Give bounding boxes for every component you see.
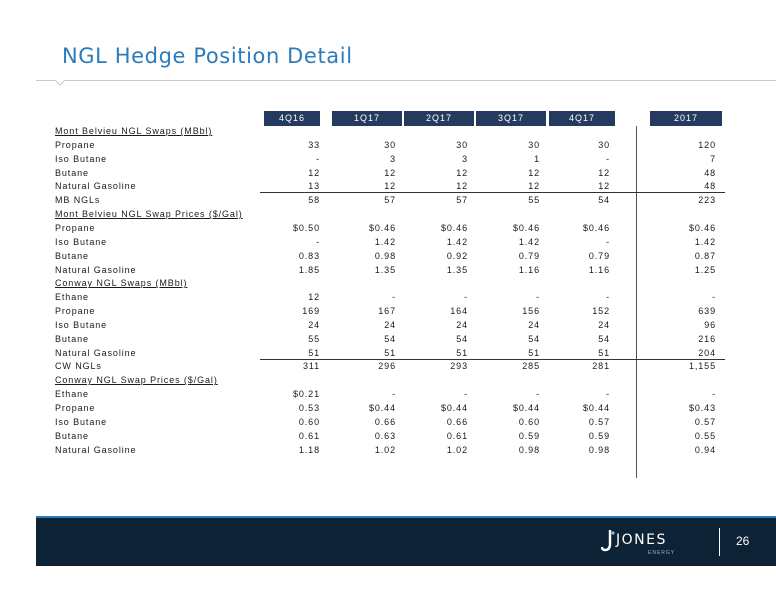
table-cell: 0.55 [694, 430, 716, 441]
table-cell: 216 [698, 333, 716, 344]
table-cell: 311 [302, 361, 320, 372]
table-cell: 152 [592, 306, 610, 317]
table-cell: - [316, 153, 320, 164]
table-cell: 156 [522, 306, 540, 317]
table-cell: 54 [528, 333, 540, 344]
table-cell: - [536, 389, 540, 400]
table-cell: 1.16 [588, 264, 610, 275]
table-cell: 0.79 [588, 250, 610, 261]
table-row [55, 429, 725, 443]
table-cell: 3 [390, 153, 396, 164]
section-header-row [55, 124, 725, 138]
row-label: MB NGLs [55, 195, 101, 206]
table-cell: 24 [528, 319, 540, 330]
row-label: Iso Butane [55, 153, 108, 164]
table-cell: - [316, 236, 320, 247]
table-cell: 0.59 [588, 430, 610, 441]
table-cell: $0.46 [582, 222, 610, 233]
table-cell: 0.61 [298, 430, 320, 441]
table-cell: 639 [698, 306, 716, 317]
table-cell: 0.61 [446, 430, 468, 441]
row-label: Ethane [55, 292, 89, 303]
table-cell: $0.43 [688, 403, 716, 413]
table-cell: 1.35 [374, 264, 396, 275]
table-row [55, 166, 725, 180]
table-cell: 0.87 [694, 250, 716, 261]
table-cell: 24 [384, 319, 396, 330]
table-row [55, 359, 725, 373]
table-cell: 51 [598, 347, 610, 358]
table-cell: 1.25 [694, 264, 716, 275]
table-cell: 0.60 [298, 416, 320, 427]
table-cell: 0.94 [694, 444, 716, 455]
table-row [55, 346, 725, 360]
table-cell: 1.18 [298, 444, 320, 455]
row-label: Butane [55, 430, 89, 441]
table-cell: $0.46 [440, 222, 468, 233]
table-cell: 7 [710, 153, 716, 164]
column-header: 2017 [650, 111, 722, 126]
table-cell: $0.44 [440, 403, 468, 413]
table-cell: $0.46 [688, 222, 716, 233]
table-row [55, 304, 725, 318]
row-label: Butane [55, 167, 89, 178]
page-number: 26 [736, 534, 750, 548]
table-cell: - [536, 292, 540, 303]
jones-logo-icon [601, 528, 617, 559]
table-cell: 55 [528, 195, 540, 206]
table-cell: 1.16 [518, 264, 540, 275]
table-cell: 296 [378, 361, 396, 372]
table-cell: 285 [522, 361, 540, 372]
section-title: Mont Belvieu NGL Swap Prices ($/Gal) [55, 209, 243, 220]
column-header: 3Q17 [476, 111, 546, 126]
row-label: Iso Butane [55, 236, 108, 247]
divider-notch [55, 80, 65, 86]
table-cell: - [392, 292, 396, 303]
table-cell: 169 [302, 306, 320, 317]
table-cell: 0.98 [518, 444, 540, 455]
row-label: Butane [55, 250, 89, 261]
table-cell: $0.44 [368, 403, 396, 413]
row-label: Butane [55, 333, 89, 344]
section-title: Mont Belvieu NGL Swaps (MBbl) [55, 126, 213, 136]
logo-text: JONES [616, 532, 667, 548]
table-cell: 12 [456, 181, 468, 192]
table-row [55, 138, 725, 152]
table-cell: - [392, 389, 396, 400]
table-cell: 24 [308, 319, 320, 330]
table-cell: - [712, 389, 716, 400]
table-cell: 204 [698, 347, 716, 358]
table-cell: 54 [598, 333, 610, 344]
table-row [55, 235, 725, 249]
column-header: 4Q16 [264, 111, 320, 126]
table-row [55, 415, 725, 429]
table-row [55, 263, 725, 277]
table-row [55, 193, 725, 207]
table-cell: 51 [308, 347, 320, 358]
table-cell: 1 [534, 153, 540, 164]
table-cell: - [464, 389, 468, 400]
row-label: Iso Butane [55, 416, 108, 427]
table-cell: 0.98 [588, 444, 610, 455]
table-cell: $0.44 [512, 403, 540, 413]
table-cell: 120 [698, 139, 716, 150]
table-cell: 58 [308, 195, 320, 206]
table-cell: 281 [592, 361, 610, 372]
table-cell: 12 [528, 167, 540, 178]
table-cell: 0.92 [446, 250, 468, 261]
table-cell: 0.53 [298, 403, 320, 413]
row-label: Ethane [55, 389, 89, 400]
table-cell: 223 [698, 195, 716, 206]
table-cell: 30 [528, 139, 540, 150]
section-title: Conway NGL Swap Prices ($/Gal) [55, 375, 218, 386]
table-row [55, 443, 725, 457]
table-cell: 54 [384, 333, 396, 344]
section-header-row [55, 373, 725, 387]
table-cell: 12 [308, 292, 320, 303]
row-label: Iso Butane [55, 319, 108, 330]
table-cell: 12 [528, 181, 540, 192]
table-cell: 12 [598, 167, 610, 178]
table-cell: - [712, 292, 716, 303]
table-cell: 0.83 [298, 250, 320, 261]
row-label: Natural Gasoline [55, 347, 137, 358]
table-cell: 54 [456, 333, 468, 344]
table-cell: 30 [384, 139, 396, 150]
table-row [55, 290, 725, 304]
table-cell: 33 [308, 139, 320, 150]
table-cell: 55 [308, 333, 320, 344]
table-cell: 13 [308, 181, 320, 192]
table-cell: 1.42 [518, 236, 540, 247]
column-header: 1Q17 [332, 111, 402, 126]
table-cell: - [606, 292, 610, 303]
row-label: Natural Gasoline [55, 444, 137, 455]
section-header-row [55, 276, 725, 290]
table-cell: 54 [598, 195, 610, 206]
table-cell: 1.42 [446, 236, 468, 247]
table-cell: $0.44 [582, 403, 610, 413]
row-label: Natural Gasoline [55, 181, 137, 192]
row-label: Propane [55, 306, 96, 317]
row-label: CW NGLs [55, 361, 102, 372]
table-cell: 48 [704, 181, 716, 192]
column-header: 2Q17 [404, 111, 474, 126]
row-label: Propane [55, 222, 96, 233]
table-cell: 167 [378, 306, 396, 317]
table-cell: 12 [598, 181, 610, 192]
table-cell: 51 [456, 347, 468, 358]
table-cell: 0.66 [446, 416, 468, 427]
table-cell: 1.02 [374, 444, 396, 455]
table-cell: - [606, 389, 610, 400]
page-title: NGL Hedge Position Detail [62, 44, 353, 68]
table-row [55, 249, 725, 263]
footer-separator [719, 528, 720, 556]
table-cell: - [606, 236, 610, 247]
table-cell: 1.42 [694, 236, 716, 247]
table-cell: 24 [456, 319, 468, 330]
footer-bar [36, 516, 776, 566]
table-row [55, 401, 725, 415]
table-cell: 0.57 [694, 416, 716, 427]
table-row [55, 179, 725, 193]
table-cell: 293 [450, 361, 468, 372]
table-cell: 0.63 [374, 430, 396, 441]
table-row [55, 152, 725, 166]
table-cell: 12 [384, 167, 396, 178]
logo-subtext: ENERGY [648, 550, 676, 556]
column-header: 4Q17 [549, 111, 615, 126]
table-cell: 24 [598, 319, 610, 330]
table-cell: 57 [456, 195, 468, 206]
table-cell: $0.46 [368, 222, 396, 233]
table-cell: 0.60 [518, 416, 540, 427]
table-cell: 96 [704, 319, 716, 330]
table-cell: 51 [384, 347, 396, 358]
table-row [55, 387, 725, 401]
table-cell: 12 [308, 167, 320, 178]
table-cell: 0.57 [588, 416, 610, 427]
table-cell: 1.42 [374, 236, 396, 247]
table-cell: $0.50 [292, 222, 320, 233]
table-cell: 48 [704, 167, 716, 178]
table-cell: - [606, 153, 610, 164]
table-cell: 30 [598, 139, 610, 150]
table-cell: 1,155 [688, 361, 716, 372]
table-cell: 1.35 [446, 264, 468, 275]
section-title: Conway NGL Swaps (MBbl) [55, 278, 188, 289]
table-cell: $0.46 [512, 222, 540, 233]
table-cell: 0.66 [374, 416, 396, 427]
title-divider [36, 80, 776, 81]
row-label: Propane [55, 403, 96, 413]
table-row [55, 332, 725, 346]
row-label: Natural Gasoline [55, 264, 137, 275]
table-cell: $0.21 [292, 389, 320, 400]
table-cell: 1.85 [298, 264, 320, 275]
table-cell: 57 [384, 195, 396, 206]
table-cell: 51 [528, 347, 540, 358]
row-label: Propane [55, 139, 96, 150]
table-cell: 164 [450, 306, 468, 317]
table-cell: 3 [462, 153, 468, 164]
table-cell: 30 [456, 139, 468, 150]
table-row [55, 221, 725, 235]
table-cell: 0.98 [374, 250, 396, 261]
table-row [55, 318, 725, 332]
table-cell: 12 [456, 167, 468, 178]
table-cell: 1.02 [446, 444, 468, 455]
section-header-row [55, 207, 725, 221]
table-cell: 12 [384, 181, 396, 192]
table-cell: 0.79 [518, 250, 540, 261]
table-cell: 0.59 [518, 430, 540, 441]
table-cell: - [464, 292, 468, 303]
